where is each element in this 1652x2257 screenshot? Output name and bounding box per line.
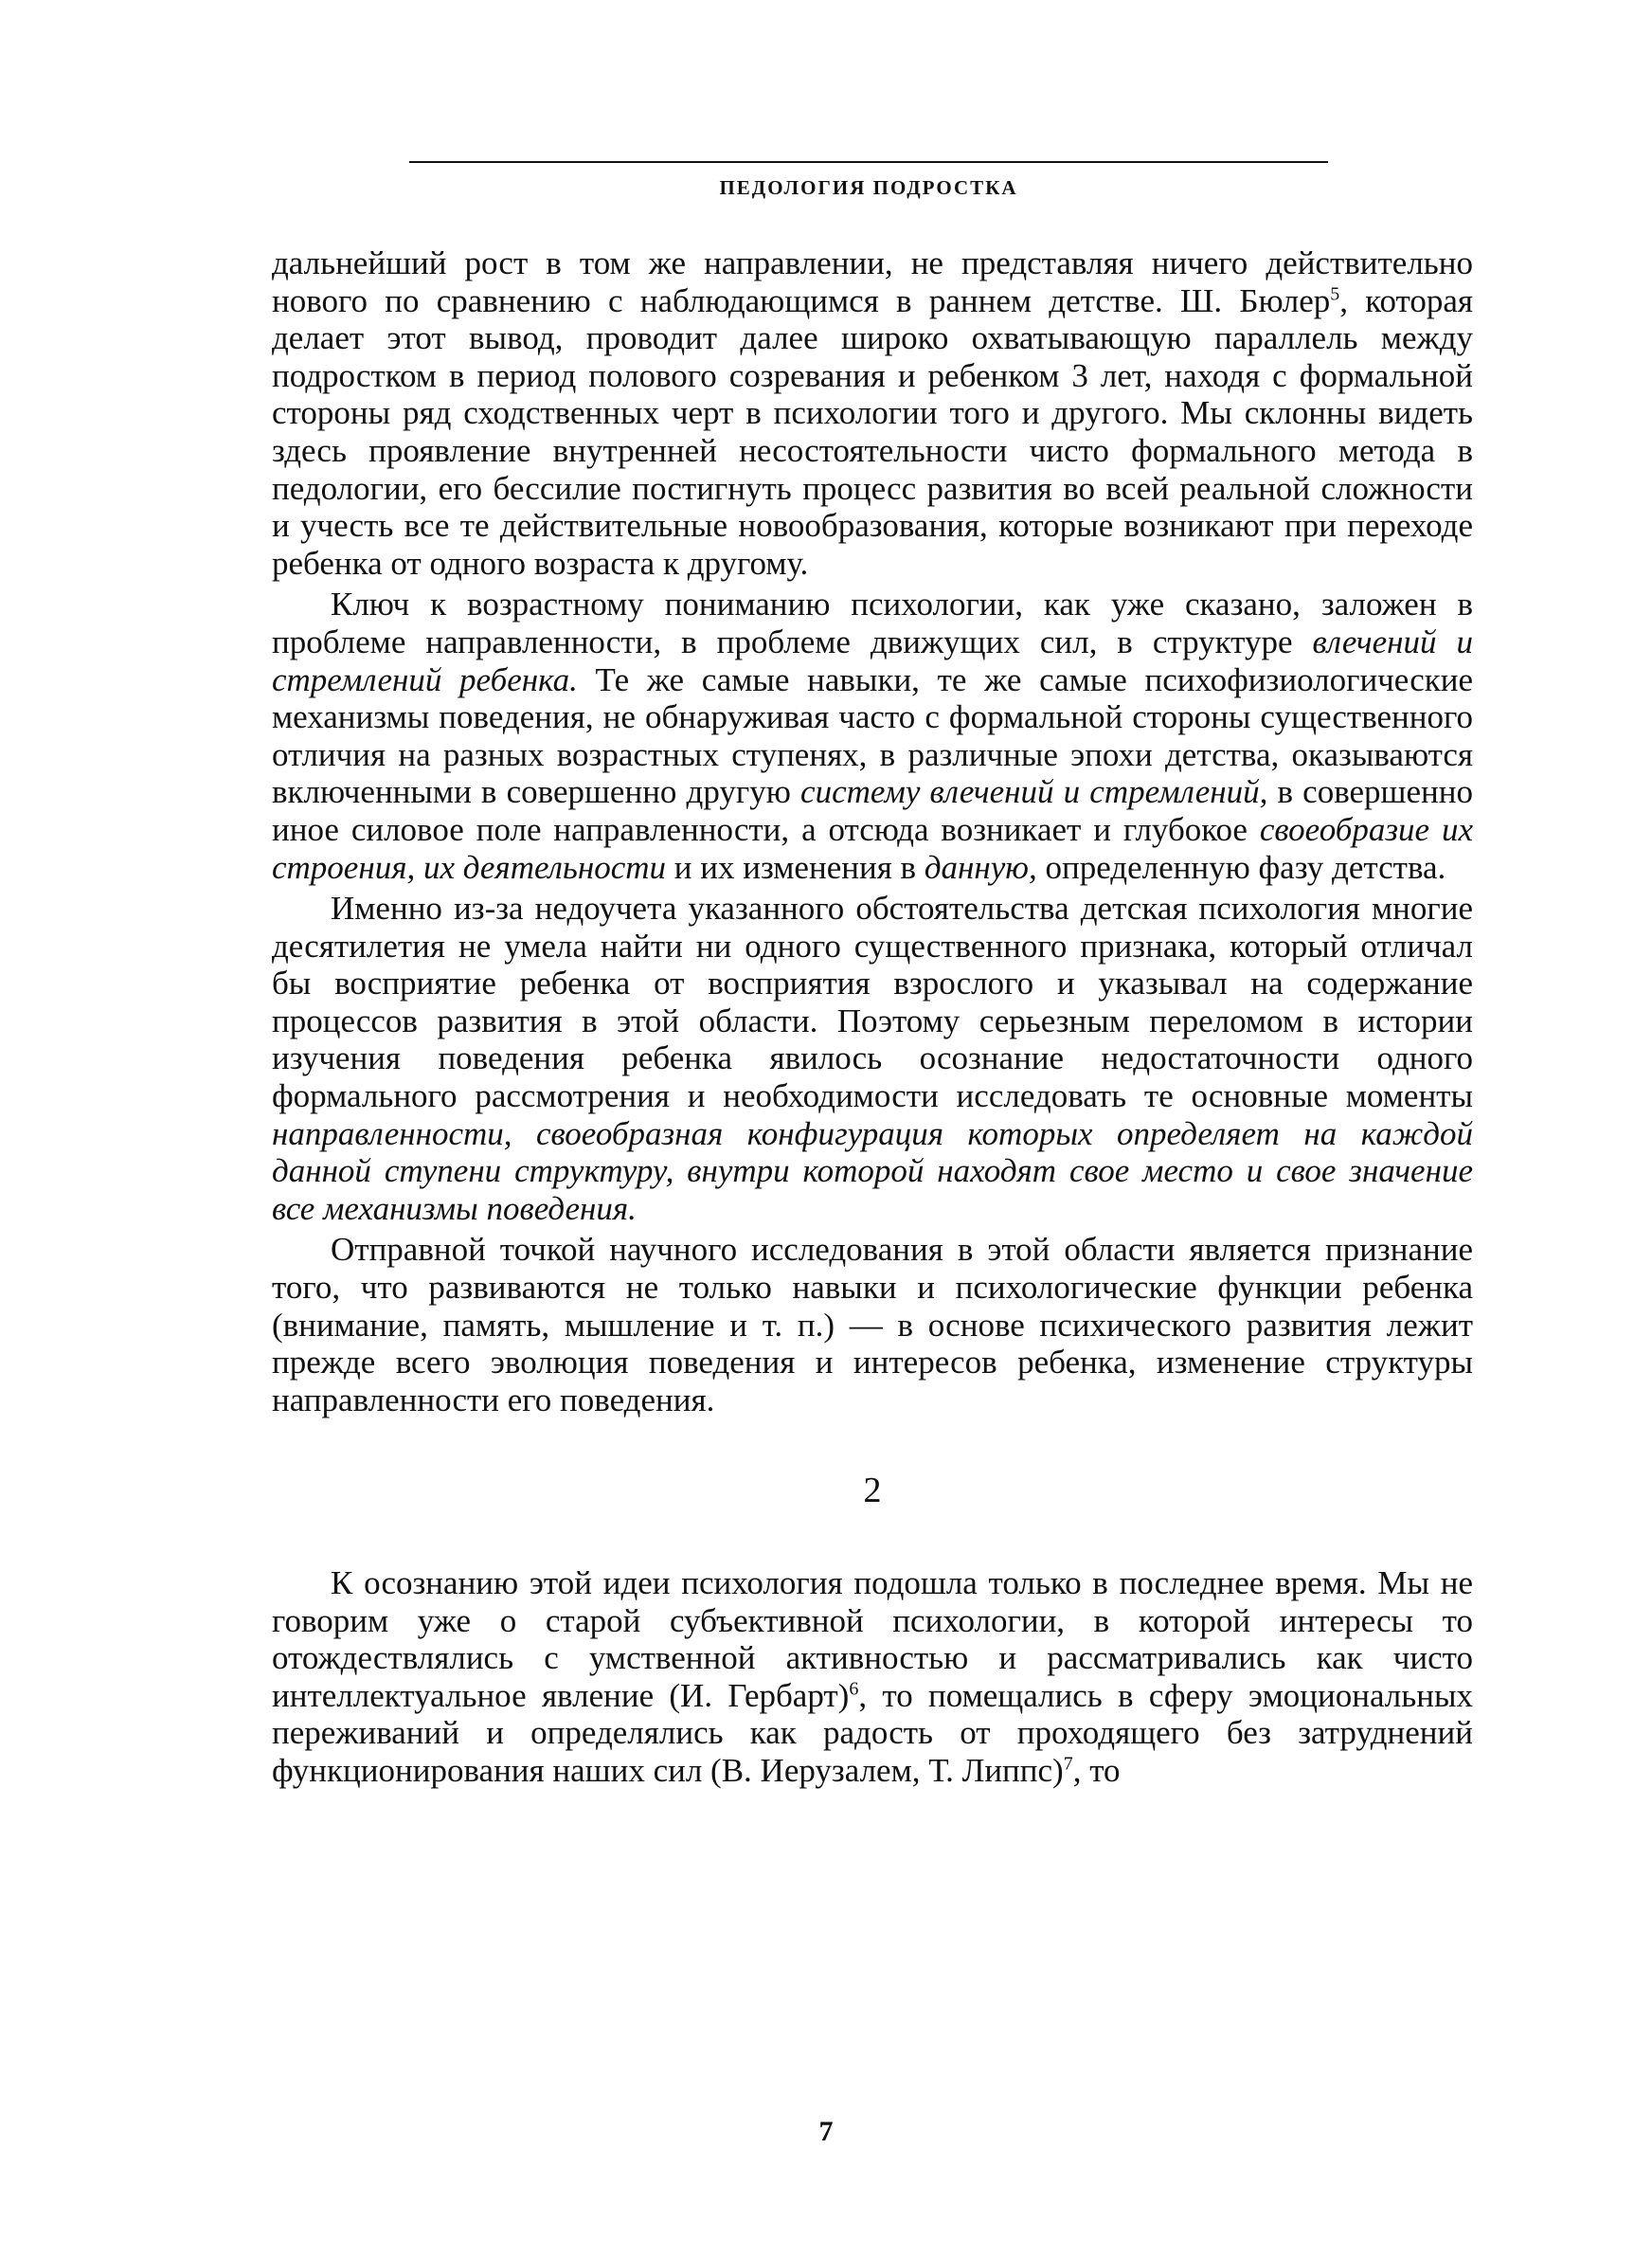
emphasis: систему влечений и стремлений,: [800, 773, 1268, 811]
paragraph-4: Отправной точкой научного исследования в этой области является признание того, что развиваются не только навыки и психологические функции ребенка (внимание, память, мышление и т. п.) — в основе психического развития лежит прежде всего эволюция поведения и интересов ребенка, изменение структуры направленности его поведения.: [272, 1231, 1473, 1418]
emphasis: своеобразие их строения, их деятельности: [272, 810, 1473, 886]
page-number: 7: [818, 2116, 834, 2147]
paragraph-5: К осознанию этой идеи психология подошла только в последнее время. Мы не говорим уже о старой субъективной психологии, в которой интересы то отождествлялись с умственной активностью и рассматривались как чисто интеллектуальное явление (И. Гербарт)$^6$, то помещались в сферу эмоциональных переживаний и определялись как радость от проходящего без затруднений функционирования наших сил (В. Иерузалем, Т. Липпс)$^7$, то: [272, 1564, 1473, 1789]
section-number: 2: [863, 1471, 882, 1511]
emphasis: данную,: [924, 848, 1037, 886]
header-rule: [409, 161, 1328, 163]
paragraph-3: Именно из-за недоучета указанного обстоятельства детская психология многие десятилетия не умела найти ни одного существенного признака, который отличал бы восприятие ребенка от восприятия взрослого и указывал на содержание процессов развития в этой области. Поэтому серьезным переломом в истории изучения поведения ребенка явилось осознание недостаточности одного формального рассмотрения и необходимости исследовать те основные моменты направленности, своеобразная конфигурация которых определяет на каждой данной ступени структуру, внутри которой находят свое место и свое значение все механизмы поведения.: [272, 890, 1473, 1227]
footnote-ref-7: 7: [1063, 1753, 1073, 1775]
emphasis: влечений и стремлений ребенка.: [272, 623, 1473, 698]
emphasis: направленности, своеобразная конфигурация которых определяет на каждой данной ступени структуру, внутри которой находят свое место и свое значение все механизмы поведения.: [272, 1114, 1473, 1227]
main-text: [272, 244, 1473, 1790]
paragraph-1: дальнейший рост в том же направлении, не представляя ничего действительно нового по сравнению с наблюдающимся в раннем детстве. Ш. Бюлер$^5$, которая делает этот вывод, проводит далее широко охватывающую параллель между подростком в период полового созревания и ребенком 3 лет, находя с формальной стороны ряд сходственных черт в психологии того и другого. Мы склонны видеть здесь проявление внутренней несостоятельности чисто формального метода в педологии, его бессилие постигнуть процесс развития во всей реальной сложности и учесть все те действительные новообразования, которые возникают при переходе ребенка от одного возраста к другому.: [272, 244, 1473, 582]
paragraph-2: Ключ к возрастному пониманию психологии, как уже сказано, заложен в проблеме направленности, в проблеме движущих сил, в структуре влечений и стремлений ребенка. Те же самые навыки, те же самые психофизиологические механизмы поведения, не обнаруживая часто с формальной стороны существенного отличия на разных возрастных ступенях, в различные эпохи детства, оказываются включенными в совершенно другую систему влечений и стремлений, в совершенно иное силовое поле направленности, а отсюда возникает и глубокое своеобразие их строения, их деятельности и их изменения в данную, определенную фазу детства.: [272, 586, 1474, 886]
footnote-ref-5: 5: [1330, 282, 1340, 304]
footnote-ref-6: 6: [849, 1678, 859, 1700]
running-title: ПЕДОЛОГИЯ ПОДРОСТКА: [719, 176, 1018, 199]
